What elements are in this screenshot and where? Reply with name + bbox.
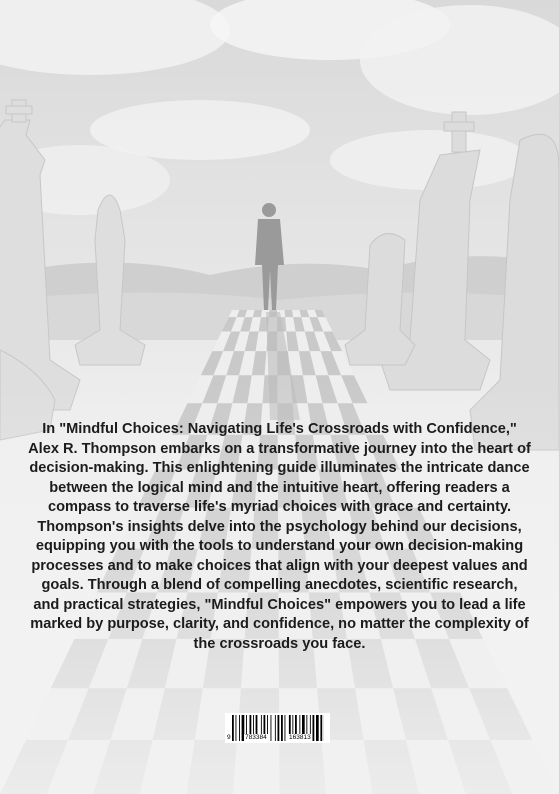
barcode-right-digits: 163813 <box>289 734 311 741</box>
book-blurb: In "Mindful Choices: Navigating Life's Crossroads with Confidence," Alex R. Thompson embarks on a transformative journey into the heart of decision-making. This enlightening guide illuminates the intricate dance between the logical mind and the intuitive heart, offering readers a compass to traverse life's myriad choices with grace and certainty. Thompson's insights delve into the psychology behind our decisions, equipping you with the tools to understand your own decision-making processes and to make choices that align with your deepest values and goals. Through a blend of compelling anecdotes, scientific research, and practical strategies, "Mindful Choices" empowers you to lead a life marked by purpose, clarity, and confidence, no matter the complexity of the crossroads you face. <box>28 421 531 652</box>
barcode-first-digit: 9 <box>227 734 231 741</box>
isbn-barcode <box>225 713 330 743</box>
barcode-left-digits: 783384 <box>245 734 267 741</box>
